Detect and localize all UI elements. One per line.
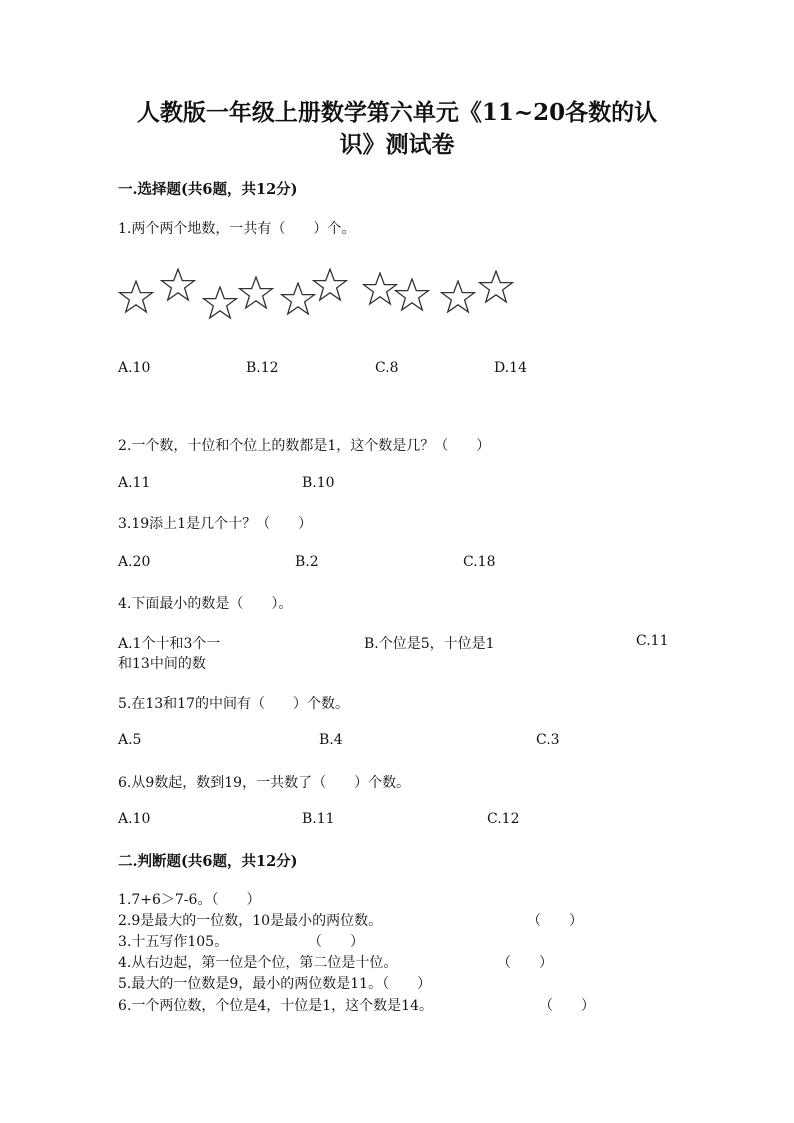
star-outline-icon: [394, 278, 430, 312]
star-outline-icon: [440, 280, 476, 314]
section-heading-judgement: 二.判断题(共6题，共12分): [118, 853, 298, 870]
q1-option-c: C.8: [375, 360, 399, 376]
judge-item-6-blank: （ ）: [539, 998, 595, 1014]
q3-option-b: B.2: [295, 554, 319, 570]
q4-option-a: A.1个十和3个一: [118, 636, 221, 652]
question-2: 2.一个数，十位和个位上的数都是1，这个数是几？（ ）: [118, 438, 491, 454]
q4-option-c-continuation: 和13中间的数: [118, 656, 206, 672]
q3-option-c: C.18: [463, 554, 496, 570]
q5-option-a: A.5: [118, 732, 142, 748]
q1-option-a: A.10: [118, 360, 151, 376]
judge-item-2-blank: （ ）: [527, 913, 583, 929]
question-3: 3.19添上1是几个十？（ ）: [118, 516, 313, 532]
q2-option-b: B.10: [302, 475, 335, 491]
q5-option-b: B.4: [319, 732, 343, 748]
q6-option-a: A.10: [118, 811, 151, 827]
question-6: 6.从9数起，数到19，一共数了（ ）个数。: [118, 775, 411, 791]
question-1: 1.两个两个地数，一共有（ ）个。: [118, 221, 356, 237]
question-5: 5.在13和17的中间有（ ）个数。: [118, 696, 349, 712]
judge-item-3-blank: （ ）: [308, 934, 364, 950]
q2-option-a: A.11: [118, 475, 151, 491]
q6-option-c: C.12: [487, 811, 520, 827]
page-title-line2: 识》测试卷: [339, 131, 455, 158]
page-title-line1: 人教版一年级上册数学第六单元《11~20各数的认: [136, 99, 658, 126]
star-outline-icon: [478, 270, 514, 304]
judge-item-1: 1.7+6＞7-6。（ ）: [118, 892, 261, 908]
star-outline-icon: [362, 272, 398, 306]
q5-option-c: C.3: [536, 732, 560, 748]
star-outline-icon: [312, 268, 348, 302]
section-heading-choice: 一.选择题(共6题，共12分): [118, 181, 298, 198]
star-outline-icon: [202, 286, 238, 320]
star-outline-icon: [280, 282, 316, 316]
judge-item-5: 5.最大的一位数是9，最小的两位数是11。（ ）: [118, 976, 432, 992]
star-outline-icon: [238, 276, 274, 310]
q1-option-b: B.12: [246, 360, 279, 376]
judge-item-3: 3.十五写作105。: [118, 934, 229, 950]
q4-option-c: C.11: [636, 633, 669, 649]
judge-item-2: 2.9是最大的一位数，10是最小的两位数。: [118, 913, 383, 929]
q6-option-b: B.11: [302, 811, 335, 827]
star-outline-icon: [118, 280, 154, 314]
q1-option-d: D.14: [494, 360, 527, 376]
judge-item-6: 6.一个两位数，个位是4，十位是1，这个数是14。: [118, 998, 433, 1014]
q4-option-b: B.个位是5，十位是1: [364, 636, 495, 652]
judge-item-4-blank: （ ）: [497, 955, 553, 971]
q3-option-a: A.20: [118, 554, 151, 570]
star-outline-icon: [160, 268, 196, 302]
star-picture: [118, 266, 518, 322]
judge-item-4: 4.从右边起，第一位是个位，第二位是十位。: [118, 955, 398, 971]
question-4: 4.下面最小的数是（ ）。: [118, 596, 293, 612]
